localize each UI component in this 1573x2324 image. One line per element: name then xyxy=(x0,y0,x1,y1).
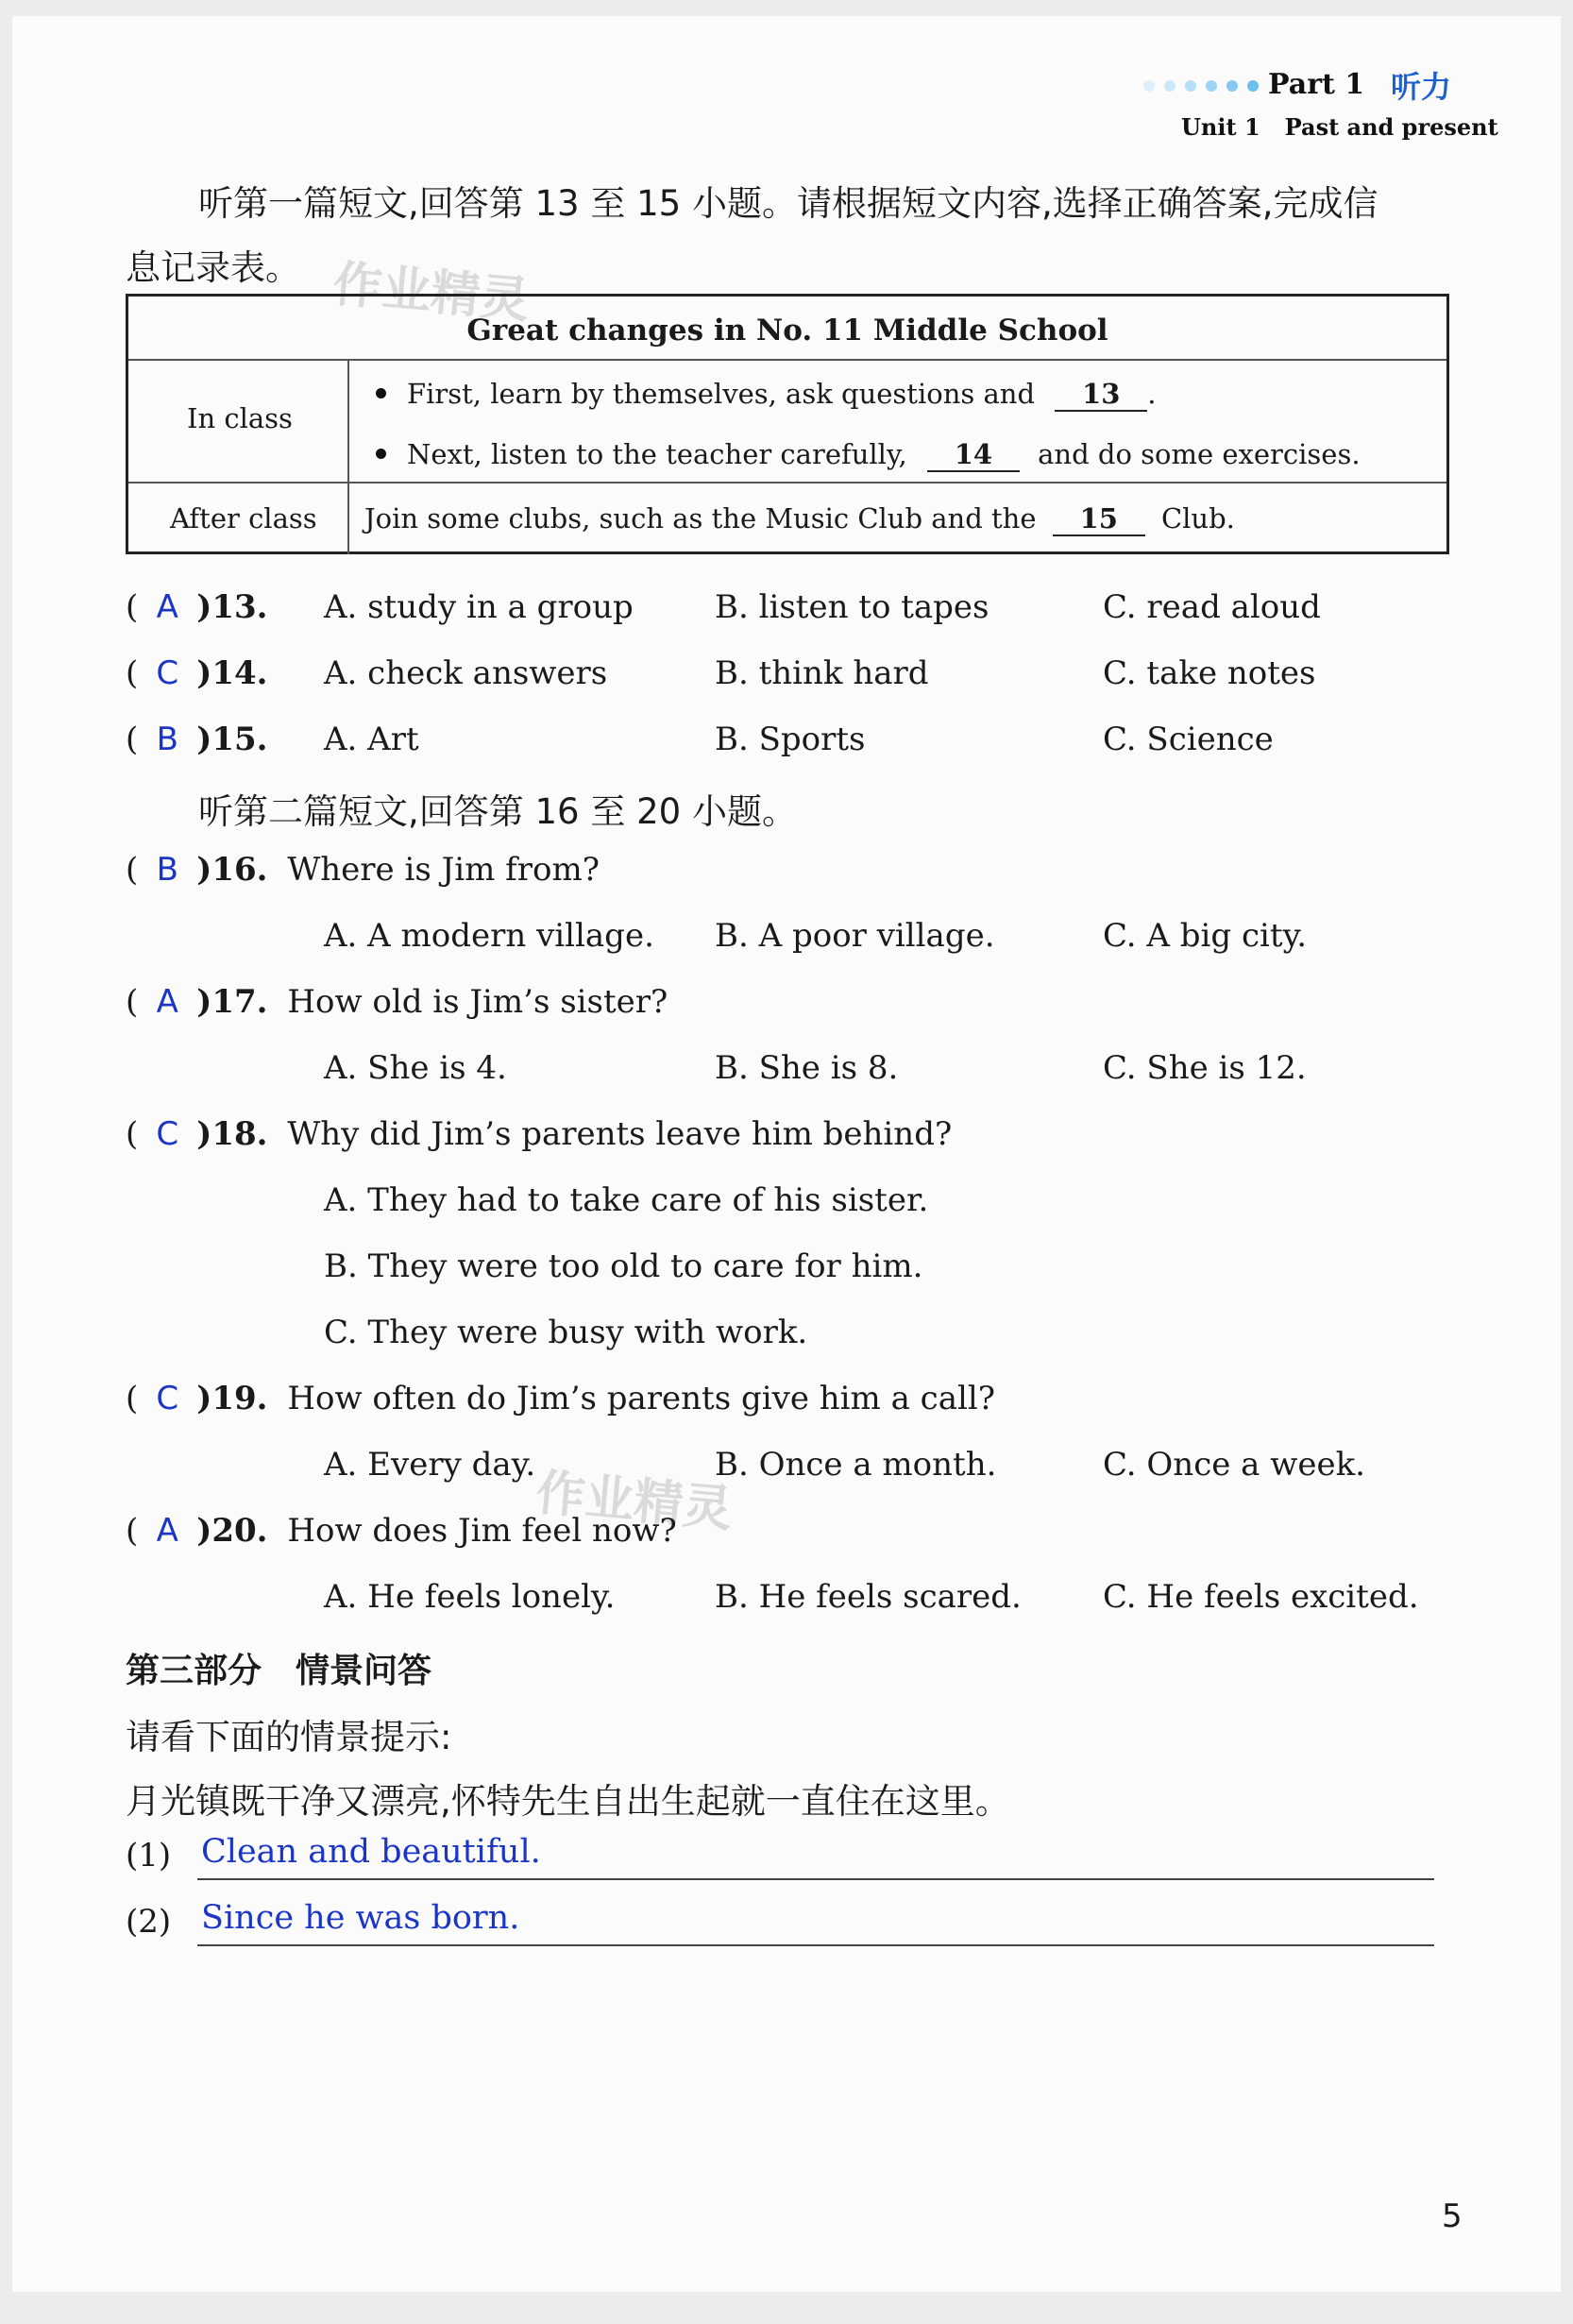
instruction-1: 听第一篇短文,回答第 13 至 15 小题。请根据短文内容,选择正确答案,完成信 xyxy=(198,183,1378,224)
question-17: ( A )17. How old is Jim’s sister? xyxy=(126,983,668,1021)
watermark-2: 作业精灵 xyxy=(533,1465,735,1538)
info-table xyxy=(126,294,1449,554)
watermark: 作业精灵 xyxy=(330,256,532,330)
option-16b: B. A poor village. xyxy=(715,917,995,955)
answer-19: C xyxy=(156,1380,179,1417)
bullet-icon xyxy=(376,388,386,399)
answer-18: C xyxy=(156,1115,179,1153)
answer-item-1: Clean and beautiful. xyxy=(201,1833,541,1871)
option-17a: A. She is 4. xyxy=(324,1049,507,1087)
option-19c: C. Once a week. xyxy=(1103,1446,1365,1484)
header-dot xyxy=(1164,80,1176,92)
answer-line-2 xyxy=(197,1944,1434,1946)
question-20-text: How does Jim feel now? xyxy=(287,1512,677,1550)
option-18a: A. They had to take care of his sister. xyxy=(324,1181,929,1219)
header-unit xyxy=(1181,113,1498,141)
option-14c: C. take notes xyxy=(1103,654,1316,692)
workbook-page xyxy=(12,16,1561,2292)
answer-14: C xyxy=(156,654,179,692)
option-14a: A. check answers xyxy=(324,654,608,692)
option-18b: B. They were too old to care for him. xyxy=(324,1247,923,1285)
blank-13: 13 xyxy=(1055,378,1147,412)
answer-16: B xyxy=(156,851,178,889)
question-19-text: How often do Jim’s parents give him a call? xyxy=(287,1380,995,1417)
question-16: ( B )16. Where is Jim from? xyxy=(126,851,600,889)
page-number: 5 xyxy=(1442,2197,1463,2235)
question-15: ( B )15. xyxy=(126,721,268,758)
question-20: ( A )20. How does Jim feel now? xyxy=(126,1512,677,1550)
answer-13: A xyxy=(156,588,178,626)
header-dots xyxy=(1143,75,1259,97)
header-dot xyxy=(1143,80,1155,92)
row2-text: Join some clubs, such as the Music Club and the 15 Club. xyxy=(364,502,1235,534)
question-16-text: Where is Jim from? xyxy=(287,851,600,889)
bullet-icon xyxy=(376,449,386,459)
header-unit-title: Past and present xyxy=(1284,113,1498,141)
header-part: Part 1 xyxy=(1268,68,1365,101)
header-dot xyxy=(1247,80,1259,92)
option-14b: B. think hard xyxy=(715,654,929,692)
instruction-1-cont: 息记录表。 xyxy=(126,247,300,288)
option-13a: A. study in a group xyxy=(324,588,634,626)
option-19b: B. Once a month. xyxy=(715,1446,997,1484)
section-3-heading: 第三部分 情景问答 xyxy=(126,1652,432,1690)
row-label-in-class: In class xyxy=(187,402,293,434)
answer-20: A xyxy=(156,1512,178,1550)
option-15a: A. Art xyxy=(324,721,419,758)
header-dot xyxy=(1226,80,1238,92)
row-label-after-class: After class xyxy=(170,502,317,534)
option-20a: A. He feels lonely. xyxy=(324,1578,616,1616)
answer-line-1 xyxy=(197,1878,1434,1880)
option-17c: C. She is 12. xyxy=(1103,1049,1307,1087)
instruction-2: 听第二篇短文,回答第 16 至 20 小题。 xyxy=(198,791,797,832)
row1-bullet-2: Next, listen to the teacher carefully, 14 and do some exercises. xyxy=(376,438,1361,472)
blank-14: 14 xyxy=(927,438,1020,472)
header-unit-number: Unit 1 xyxy=(1181,113,1260,141)
option-16c: C. A big city. xyxy=(1103,917,1308,955)
option-18c: C. They were busy with work. xyxy=(324,1314,808,1351)
question-18: ( C )18. Why did Jim’s parents leave him behind? xyxy=(126,1115,953,1153)
section-3-prompt: 月光镇既干净又漂亮,怀特先生自出生起就一直住在这里。 xyxy=(126,1781,1010,1822)
option-17b: B. She is 8. xyxy=(715,1049,899,1087)
option-16a: A. A modern village. xyxy=(324,917,654,955)
option-20c: C. He feels excited. xyxy=(1103,1578,1419,1616)
answer-item-2: Since he was born. xyxy=(201,1899,520,1937)
option-20b: B. He feels scared. xyxy=(715,1578,1022,1616)
section-3-prompt-label: 请看下面的情景提示: xyxy=(126,1717,452,1757)
answer-17: A xyxy=(156,983,178,1021)
header-tag: 听力 xyxy=(1391,69,1452,105)
question-14: ( C )14. xyxy=(126,654,268,692)
table-title: Great changes in No. 11 Middle School xyxy=(466,314,1108,348)
row1-bullet-1: First, learn by themselves, ask questions and 13 . xyxy=(376,378,1156,412)
option-13c: C. read aloud xyxy=(1103,588,1321,626)
option-13b: B. listen to tapes xyxy=(715,588,989,626)
answer-item-2-label: (2) xyxy=(126,1903,172,1941)
option-15b: B. Sports xyxy=(715,721,866,758)
question-19: ( C )19. How often do Jim’s parents give him a call? xyxy=(126,1380,995,1417)
option-15c: C. Science xyxy=(1103,721,1274,758)
header-dot xyxy=(1206,80,1217,92)
answer-15: B xyxy=(156,721,178,758)
blank-15: 15 xyxy=(1053,502,1145,536)
question-17-text: How old is Jim’s sister? xyxy=(287,983,668,1021)
question-18-text: Why did Jim’s parents leave him behind? xyxy=(287,1115,953,1153)
option-19a: A. Every day. xyxy=(324,1446,536,1484)
answer-item-1-label: (1) xyxy=(126,1837,172,1874)
header-dot xyxy=(1185,80,1196,92)
question-13: ( A )13. xyxy=(126,588,268,626)
